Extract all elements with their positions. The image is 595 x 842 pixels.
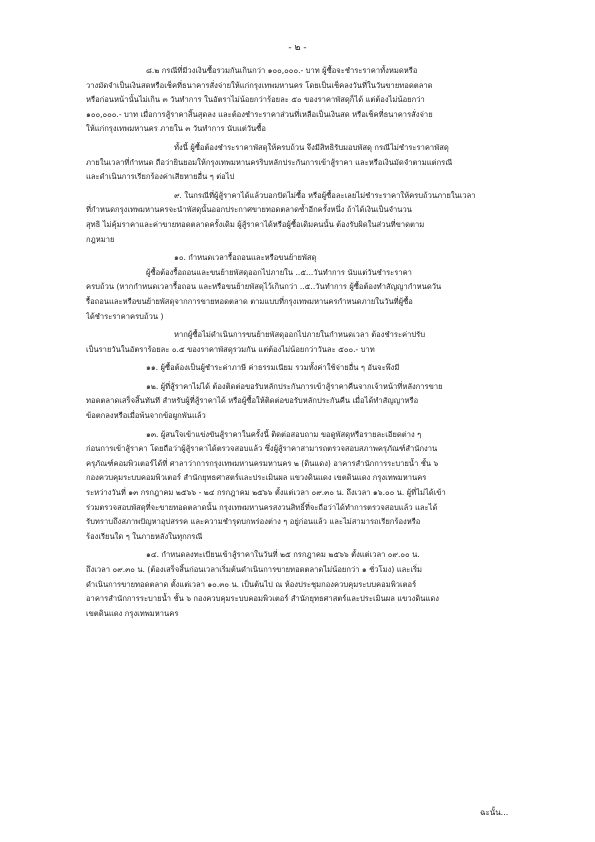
paragraph-line: วางมัดจำเป็นเงินสดหรือเช็คที่ธนาคารสั่งจ่ายให้แก่กรุงเทพมหานคร โดยเป็นเช็คลงวันที่ในวันขายทอดตลาด [86, 80, 433, 90]
paragraph-line: ถึงเวลา ๐๙.๓๐ น. (ต้องเสร็จสิ้นก่อนเวลาเริ่มต้นดำเนินการขายทอดตลาดไม่น้อยกว่า ๑ ชั่วโมง) และเริ่ม [86, 565, 423, 574]
paragraph-line: ทอดตลาดเสร็จสิ้นทันที สำหรับผู้ที่สู้ราคาได้ หรือผู้ซื้อให้ติดต่อขอรับหลักประกันคืน เมื่อได้ทำสัญญาหรือ [86, 396, 419, 406]
document-body [86, 64, 516, 625]
paragraph-line: ให้แก่กรุงเทพมหานคร ภายใน ๓ วันทำการ นับแต่วันซื้อ [86, 124, 266, 134]
paragraph-line: อาคารสำนักการระบายน้ำ ชั้น ๖ กองควบคุมระบบคอมพิวเตอร์ สำนักยุทธศาสตร์และประเมินผล แขวงดินแดง [86, 594, 439, 604]
paragraph-line: ภายในเวลาที่กำหนด ถือว่ายินยอมให้กรุงเทพมหานครริบหลักประกันการเข้าสู้ราคา และหรือเงินมัดจำตามแต่กรณี [86, 157, 453, 167]
clause-8-note [86, 141, 516, 185]
paragraph-line: ครุภัณฑ์คอมพิวเตอร์ได้ที่ ศาลาว่าการกรุงเทพมหานครมหานคร ๒ (ดินแดง) อาคารสำนักการระบายน้ำ ชั้น ๖ [86, 458, 439, 468]
paragraph-line: ระหว่างวันที่ ๑๓ กรกฎาคม ๒๕๖๖ - ๒๔ กรกฎาคม ๒๕๖๖ ตั้งแต่เวลา ๐๙.๓๐ น. ถึงเวลา ๑๖.๐๐ น. ผู้ที่ไม่ได้เข้า [86, 488, 446, 498]
clause-9 [86, 189, 516, 247]
paragraph-line: รับทราบถึงสภาพปัญหาอุปสรรค และความชำรุดบกพร่องต่าง ๆ อยู่ก่อนแล้ว และไม่สามารถเรียกร้องหรือ [86, 517, 421, 527]
clause-10 [86, 251, 516, 324]
paragraph-line: เป็นรายวันในอัตราร้อยละ ๐.๕ ของราคาพัสดุรวมกัน แต่ต้องไม่น้อยกว่าวันละ ๕๐๐.- บาท [86, 344, 375, 354]
paragraph-line: หรือก่อนหน้านั้นไม่เกิน ๓ วันทำการ ในอัตราไม่น้อยกว่าร้อยละ ๕๐ ของราคาพัสดุก็ได้ แต่ต้องไม่น้อยกว่า [86, 95, 425, 105]
clause-11 [86, 361, 516, 376]
paragraph-line: รื้อถอนและหรือขนย้ายพัสดุจากการขายทอดตลาด ตามแบบที่กรุงเทพมหานครกำหนดภายในวันที่ผู้ซื้อ [86, 296, 413, 306]
clause-8-2 [86, 64, 516, 137]
page-number: - ๒ - [288, 43, 307, 53]
clause-13 [86, 428, 516, 545]
paragraph-line: ที่กำหนดกรุงเทพมหานครจะนำพัสดุนั้นออกประกาศขายทอดตลาดซ้ำอีกครั้งหนึ่ง ถ้าได้เงินเป็นจำนวน [86, 205, 412, 215]
paragraph-line: ดำเนินการขายทอดตลาด ตั้งแต่เวลา ๑๐.๓๐ น. เป็นต้นไป ณ ห้องประชุมกองควบคุมระบบคอมพิวเตอร์ [86, 579, 417, 589]
paragraph-line: ร้องเรียนใด ๆ ในภายหลังในทุกกรณี [86, 531, 203, 541]
paragraph-line: เขตดินแดง กรุงเทพมหานคร [86, 608, 179, 618]
clause-12 [86, 380, 516, 424]
paragraph-line: สุทธิ ไม่คุ้มราคาและค่าขายทอดตลาดครั้งเดิม ผู้สู้ราคาได้หรือผู้ซื้อเดิมคนนั้น ต้องรับผิดในส่วนที่ขาดตาม [86, 219, 425, 229]
paragraph-line: ทั้งนี้ ผู้ซื้อต้องชำระราคาพัสดุให้ครบถ้วน จึงมีสิทธิรับมอบพัสดุ กรณีไม่ชำระราคาพัสดุ [174, 142, 449, 152]
paragraph-line: หากผู้ซื้อไม่ดำเนินการขนย้ายพัสดุออกไปภายในกำหนดเวลา ต้องชำระค่าปรับ [174, 330, 426, 340]
paragraph-line: กองควบคุมระบบคอมพิวเตอร์ สำนักยุทธศาสตร์และประเมินผล แขวงดินแดง เขตดินแดง กรุงเทพมหานคร [86, 473, 427, 483]
paragraph-line: ๙. ในกรณีที่ผู้สู้ราคาได้แล้วบอกปัดไม่ซื้อ หรือผู้ซื้อละเลยไม่ชำระราคาให้ครบถ้วนภายในเวลา [174, 190, 476, 200]
continuation-marker: ฉะนั้น... [480, 808, 509, 817]
paragraph-line: ก่อนการเข้าสู้ราคา โดยถือว่าผู้สู้ราคาได้ตรวจสอบแล้ว ซึ่งผู้สู้ราคาสามารถตรวจสอบสภาพครุภัณฑ์สำนักงาน [86, 444, 438, 454]
paragraph-line: ได้ชำระราคาครบถ้วน ) [86, 311, 164, 321]
paragraph-line: กฎหมาย [86, 234, 115, 244]
paragraph-line: ๑๐๐,๐๐๐.- บาท เมื่อการสู้ราคาสิ้นสุดลง และต้องชำระราคาส่วนที่เหลือเป็นเงินสด หรือเช็คที่ธนาคารสั่งจ่าย [86, 109, 433, 119]
paragraph-line: ๘.๒ กรณีที่มีวงเงินซื้อรวมกันเกินกว่า ๑๐๐,๐๐๐.- บาท ผู้ซื้อจะชำระราคาทั้งหมดหรือ [146, 66, 418, 75]
paragraph-line: ร่วมตรวจสอบพัสดุที่จะขายทอดตลาดนั้น กรุงเทพมหานครสงวนสิทธิ์ที่จะถือว่าได้ทำการตรวจสอบแล้ว และได้ [86, 502, 438, 512]
clause-10-fine [86, 328, 516, 357]
paragraph-line: ๑๑. ผู้ซื้อต้องเป็นผู้ชำระค่าภาษี ค่าธรรมเนียม รวมทั้งค่าใช้จ่ายอื่น ๆ อันจะพึงมี [146, 363, 400, 373]
clause-14 [86, 548, 516, 621]
paragraph-line: ผู้ซื้อต้องรื้อถอนและขนย้ายพัสดุออกไปภายใน ..๕...วันทำการ นับแต่วันชำระราคา [146, 267, 412, 277]
paragraph-line: ๑๒. ผู้ที่สู้ราคาไม่ได้ ต้องติดต่อขอรับหลักประกันการเข้าสู้ราคาคืนจากเจ้าหน้าที่หลังการขาย [146, 381, 443, 391]
paragraph-line: และดำเนินการเรียกร้องค่าเสียหายอื่น ๆ ต่อไป [86, 172, 235, 182]
paragraph-line: ๑๔. กำหนดลงทะเบียนเข้าสู้ราคาในวันที่ ๒๕ กรกฎาคม ๒๕๖๖ ตั้งแต่เวลา ๐๙.๐๐ น. [146, 550, 420, 560]
paragraph-line: ๑๓. ผู้สนใจเข้าแข่งขันสู้ราคาในครั้งนี้ ติดต่อสอบถาม ขอดูพัสดุหรือรายละเอียดต่าง ๆ [146, 429, 422, 439]
paragraph-line: ครบถ้วน (หากกำหนดเวลารื้อถอน และหรือขนย้ายพัสดุไว้เกินกว่า ..๕..วันทำการ ผู้ซื้อต้องทำสัญญากำหนดวัน [86, 282, 442, 292]
paragraph-line: ๑๐. กำหนดเวลารื้อถอนและหรือขนย้ายพัสดุ [174, 253, 317, 263]
paragraph-line: ข้อตกลงหรือเมื่อพ้นจากข้อผูกพันแล้ว [86, 411, 206, 421]
